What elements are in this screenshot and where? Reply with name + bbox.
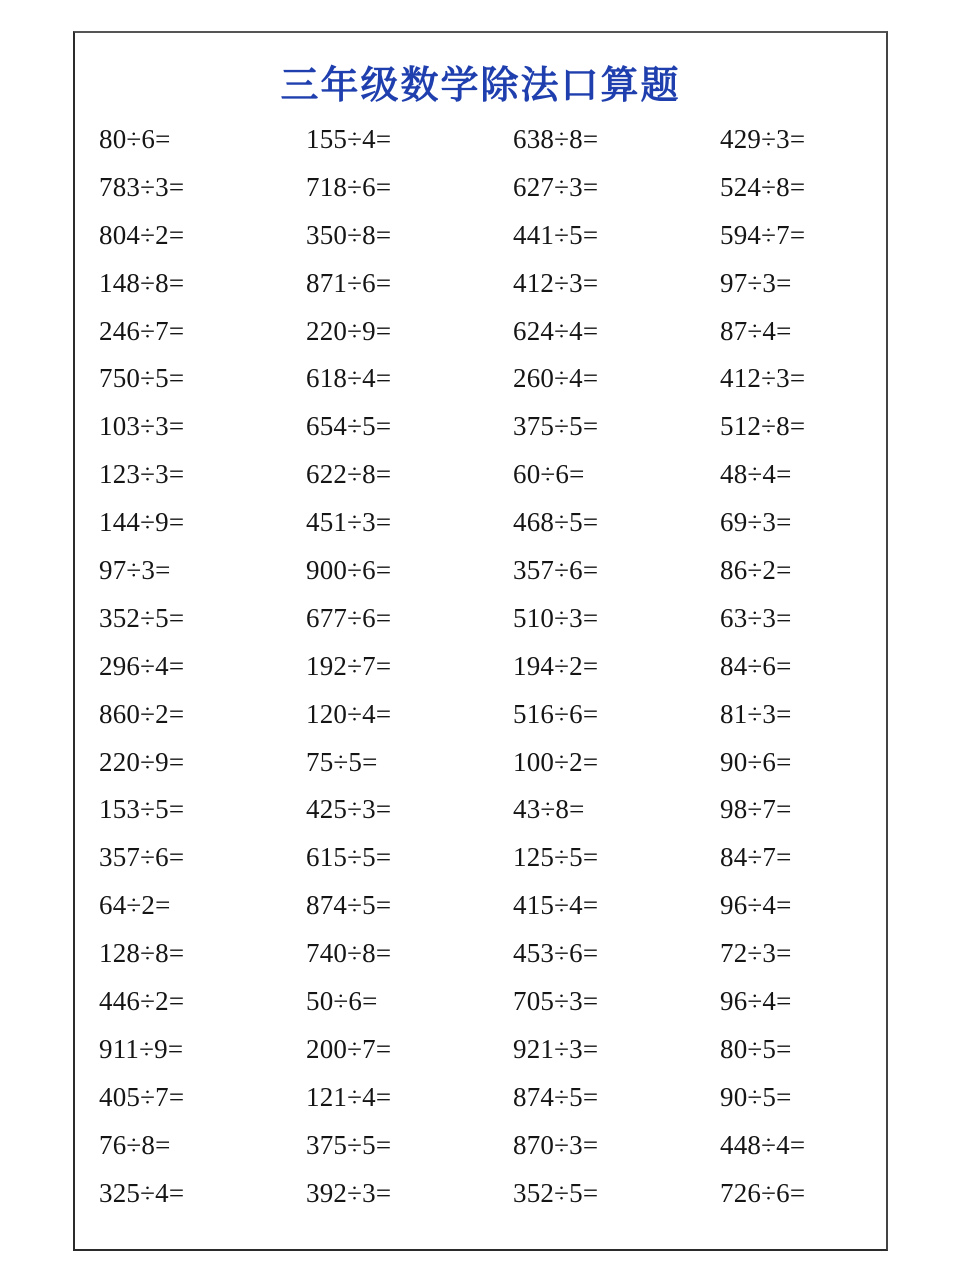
division-problem: 120÷4= xyxy=(306,698,392,729)
problem-row xyxy=(99,983,899,1031)
problem-row xyxy=(99,648,899,696)
division-problem: 512÷8= xyxy=(720,411,806,442)
division-problem: 69÷3= xyxy=(720,507,792,538)
division-problem: 75÷5= xyxy=(306,746,378,777)
problem-row xyxy=(99,313,899,361)
division-problem: 412÷3= xyxy=(720,363,806,394)
division-problem: 740÷8= xyxy=(306,938,392,969)
division-problem: 72÷3= xyxy=(720,938,792,969)
division-problem: 425÷3= xyxy=(306,794,392,825)
division-problem: 622÷8= xyxy=(306,459,392,490)
division-problem: 192÷7= xyxy=(306,650,392,681)
division-problem: 654÷5= xyxy=(306,411,392,442)
division-problem: 405÷7= xyxy=(99,1081,185,1112)
division-problem: 100÷2= xyxy=(513,746,599,777)
division-problem: 260÷4= xyxy=(513,363,599,394)
division-problem: 153÷5= xyxy=(99,794,185,825)
division-problem: 627÷3= xyxy=(513,171,599,202)
problem-row xyxy=(99,744,899,792)
division-problem: 783÷3= xyxy=(99,171,185,202)
division-problem: 103÷3= xyxy=(99,411,185,442)
division-problem: 392÷3= xyxy=(306,1177,392,1208)
division-problem: 705÷3= xyxy=(513,986,599,1017)
division-problem: 510÷3= xyxy=(513,602,599,633)
division-problem: 446÷2= xyxy=(99,986,185,1017)
problem-row xyxy=(99,887,899,935)
division-problem: 80÷6= xyxy=(99,124,171,154)
division-problem: 357÷6= xyxy=(99,842,185,873)
problem-row xyxy=(99,504,899,552)
problem-grid xyxy=(99,121,899,1222)
division-problem: 871÷6= xyxy=(306,267,392,298)
division-problem: 357÷6= xyxy=(513,555,599,586)
problem-row xyxy=(99,552,899,600)
division-problem: 125÷5= xyxy=(513,842,599,873)
division-problem: 84÷7= xyxy=(720,842,792,873)
division-problem: 624÷4= xyxy=(513,315,599,346)
division-problem: 325÷4= xyxy=(99,1177,185,1208)
problem-row xyxy=(99,169,899,217)
problem-row xyxy=(99,265,899,313)
problem-row xyxy=(99,1079,899,1127)
problem-row xyxy=(99,1031,899,1079)
division-problem: 911÷9= xyxy=(99,1033,184,1064)
division-problem: 123÷3= xyxy=(99,459,185,490)
division-problem: 96÷4= xyxy=(720,890,792,921)
division-problem: 352÷5= xyxy=(99,602,185,633)
division-problem: 90÷6= xyxy=(720,746,792,777)
problem-row xyxy=(99,408,899,456)
division-problem: 448÷4= xyxy=(720,1129,806,1160)
problem-row xyxy=(99,600,899,648)
division-problem: 48÷4= xyxy=(720,459,792,490)
division-problem: 84÷6= xyxy=(720,650,792,681)
division-problem: 63÷3= xyxy=(720,602,792,633)
division-problem: 296÷4= xyxy=(99,650,185,681)
division-problem: 86÷2= xyxy=(720,555,792,586)
division-problem: 60÷6= xyxy=(513,459,585,490)
division-problem: 97÷3= xyxy=(720,267,792,298)
problem-row xyxy=(99,217,899,265)
division-problem: 98÷7= xyxy=(720,794,792,825)
problem-row xyxy=(99,696,899,744)
division-problem: 677÷6= xyxy=(306,602,392,633)
division-problem: 50÷6= xyxy=(306,986,378,1017)
division-problem: 43÷8= xyxy=(513,794,585,825)
division-problem: 200÷7= xyxy=(306,1033,392,1064)
division-problem: 429÷3= xyxy=(720,124,806,154)
division-problem: 81÷3= xyxy=(720,698,792,729)
division-problem: 594÷7= xyxy=(720,219,806,250)
division-problem: 97÷3= xyxy=(99,555,171,586)
division-problem: 415÷4= xyxy=(513,890,599,921)
division-problem: 638÷8= xyxy=(513,124,599,154)
division-problem: 750÷5= xyxy=(99,363,185,394)
division-problem: 870÷3= xyxy=(513,1129,599,1160)
division-problem: 375÷5= xyxy=(306,1129,392,1160)
division-problem: 76÷8= xyxy=(99,1129,171,1160)
division-problem: 194÷2= xyxy=(513,650,599,681)
division-problem: 874÷5= xyxy=(513,1081,599,1112)
division-problem: 524÷8= xyxy=(720,171,806,202)
division-problem: 220÷9= xyxy=(306,315,392,346)
division-problem: 618÷4= xyxy=(306,363,392,394)
division-problem: 804÷2= xyxy=(99,219,185,250)
division-problem: 64÷2= xyxy=(99,890,171,921)
division-problem: 516÷6= xyxy=(513,698,599,729)
division-problem: 350÷8= xyxy=(306,219,392,250)
division-problem: 121÷4= xyxy=(306,1081,392,1112)
problem-row xyxy=(99,1175,899,1223)
worksheet-title: 三年级数学除法口算题 xyxy=(280,62,681,107)
division-problem: 718÷6= xyxy=(306,171,392,202)
division-problem: 155÷4= xyxy=(306,124,392,154)
division-problem: 412÷3= xyxy=(513,267,599,298)
division-problem: 921÷3= xyxy=(513,1033,599,1064)
division-problem: 441÷5= xyxy=(513,219,599,250)
division-problem: 874÷5= xyxy=(306,890,392,921)
problem-row xyxy=(99,121,899,169)
division-problem: 453÷6= xyxy=(513,938,599,969)
division-problem: 860÷2= xyxy=(99,698,185,729)
problem-row xyxy=(99,791,899,839)
problem-row xyxy=(99,1127,899,1175)
problem-row xyxy=(99,935,899,983)
division-problem: 148÷8= xyxy=(99,267,185,298)
division-problem: 96÷4= xyxy=(720,986,792,1017)
division-problem: 615÷5= xyxy=(306,842,392,873)
problem-row xyxy=(99,839,899,887)
division-problem: 451÷3= xyxy=(306,507,392,538)
division-problem: 144÷9= xyxy=(99,507,185,538)
division-problem: 726÷6= xyxy=(720,1177,806,1208)
division-problem: 128÷8= xyxy=(99,938,185,969)
division-problem: 220÷9= xyxy=(99,746,185,777)
problem-row xyxy=(99,456,899,504)
division-problem: 375÷5= xyxy=(513,411,599,442)
division-problem: 80÷5= xyxy=(720,1033,792,1064)
division-problem: 87÷4= xyxy=(720,315,792,346)
division-problem: 90÷5= xyxy=(720,1081,792,1112)
division-problem: 468÷5= xyxy=(513,507,599,538)
division-problem: 246÷7= xyxy=(99,315,185,346)
division-problem: 900÷6= xyxy=(306,555,392,586)
worksheet-frame xyxy=(73,31,888,1251)
division-problem: 352÷5= xyxy=(513,1177,599,1208)
problem-row xyxy=(99,360,899,408)
